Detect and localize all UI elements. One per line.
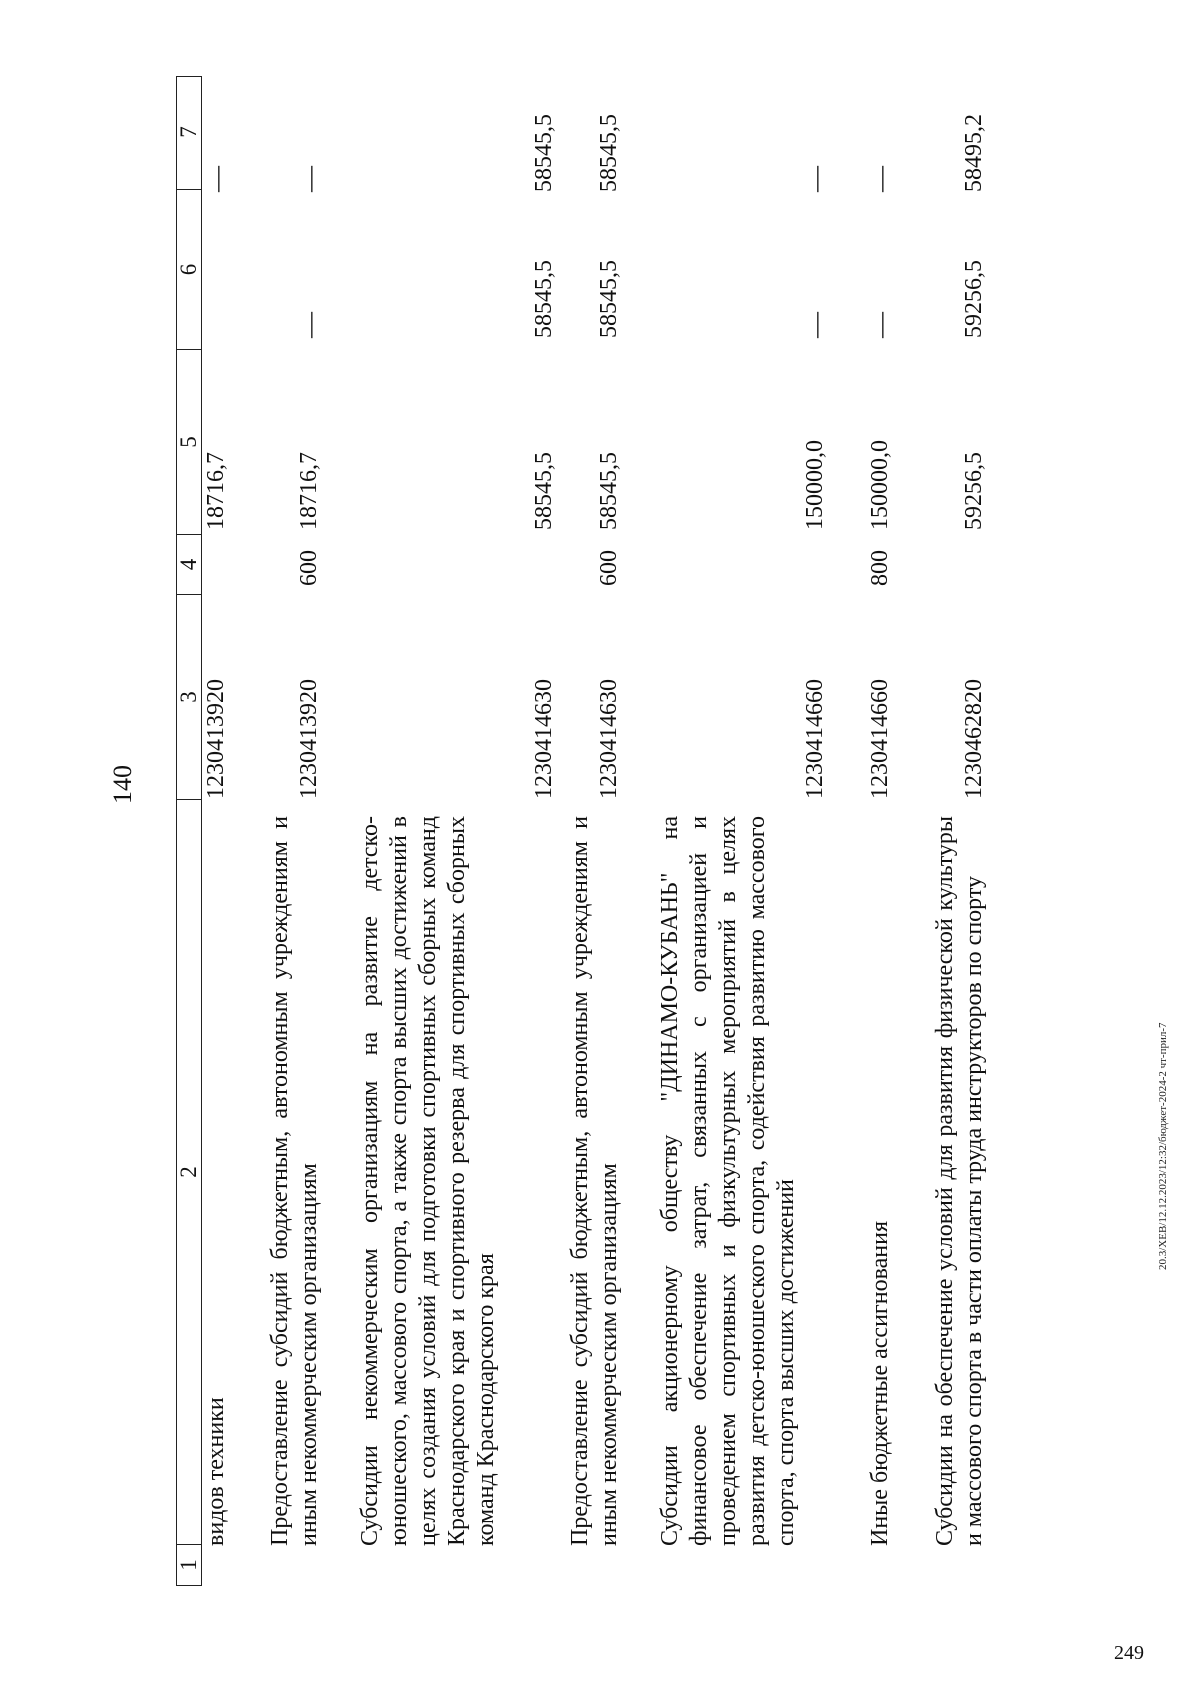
- row-code: 1230414630: [531, 679, 557, 799]
- row-value-2026: —: [866, 166, 895, 192]
- row-kind: 600: [596, 550, 622, 586]
- row-code: 1230413920: [203, 679, 229, 799]
- row-code: 1230462820: [961, 679, 987, 799]
- header-col-3: 3: [177, 595, 201, 800]
- row-value-2026: 58545,5: [596, 114, 622, 192]
- row-value-2025: 58545,5: [531, 260, 557, 338]
- row-value-2025: —: [866, 312, 895, 338]
- page-number-top: 140: [108, 765, 137, 804]
- row-name: Субсидии на обеспечение условий для развития физической культуры и массового спорта в части оплаты труда инструкторов по спорту: [932, 816, 987, 1546]
- header-col-4: 4: [177, 535, 201, 595]
- header-col-1: 1: [176, 1559, 201, 1571]
- row-value-2025: —: [295, 312, 324, 338]
- row-kind: 600: [296, 550, 322, 586]
- row-value-2026: —: [202, 166, 231, 192]
- row-value-2024: 18716,7: [296, 452, 322, 530]
- header-col-2: 2: [177, 800, 201, 1545]
- row-value-2024: 58545,5: [596, 452, 622, 530]
- table-header: [176, 76, 202, 1586]
- row-value-2024: 18716,7: [203, 452, 229, 530]
- budget-table: [176, 76, 1096, 1586]
- footer-code: 20.3/ХЕВ/12.12.2023/12:32/бюджет-2024-2 чт-прил-7: [1157, 1022, 1169, 1270]
- row-value-2026: 58545,5: [531, 114, 557, 192]
- row-value-2024: 59256,5: [961, 452, 987, 530]
- row-value-2024: 58545,5: [531, 452, 557, 530]
- row-name: Субсидии акционерному обществу "ДИНАМО-КУБАНЬ" на финансовое обеспечение затрат, связанных с организацией и проведением спортивных и физкультурных мероприятий в целях развития детско-юношеского спорта, содействия развитию массового спорта, спорта высших достижений: [657, 816, 799, 1546]
- row-value-2025: 59256,5: [961, 260, 987, 338]
- row-value-2024: 150000,0: [867, 440, 893, 530]
- row-name: Иные бюджетные ассигнования: [867, 1221, 893, 1546]
- row-value-2026: 58495,2: [961, 114, 987, 192]
- row-name: видов техники: [203, 1397, 229, 1546]
- row-code: 1230414630: [596, 679, 622, 799]
- row-name: Предоставление субсидий бюджетным, автономным учреждениям и иным некоммерческим организациям: [267, 816, 322, 1546]
- row-name: Субсидии некоммерческим организациям на развитие детско-юношеского, массового спорта, а также спорта высших достижений в целях создания условий для подготовки спортивных сборных команд Краснодарского края и спортивного резерва для спортивных сборных команд Краснодарского края: [357, 816, 499, 1546]
- row-value-2024: 150000,0: [802, 440, 828, 530]
- header-col-7: 7: [177, 75, 201, 190]
- row-kind: 800: [867, 550, 893, 586]
- row-value-2026: —: [801, 166, 830, 192]
- row-value-2025: —: [801, 312, 830, 338]
- page-number-bottom: 249: [1114, 1642, 1144, 1664]
- row-code: 1230414660: [867, 679, 893, 799]
- row-value-2026: —: [295, 166, 324, 192]
- row-code: 1230414660: [802, 679, 828, 799]
- row-name: Предоставление субсидий бюджетным, автономным учреждениям и иным некоммерческим организациям: [567, 816, 622, 1546]
- header-col-5: 5: [177, 350, 201, 535]
- header-col-6: 6: [177, 190, 201, 350]
- row-code: 1230413920: [296, 679, 322, 799]
- row-value-2025: 58545,5: [596, 260, 622, 338]
